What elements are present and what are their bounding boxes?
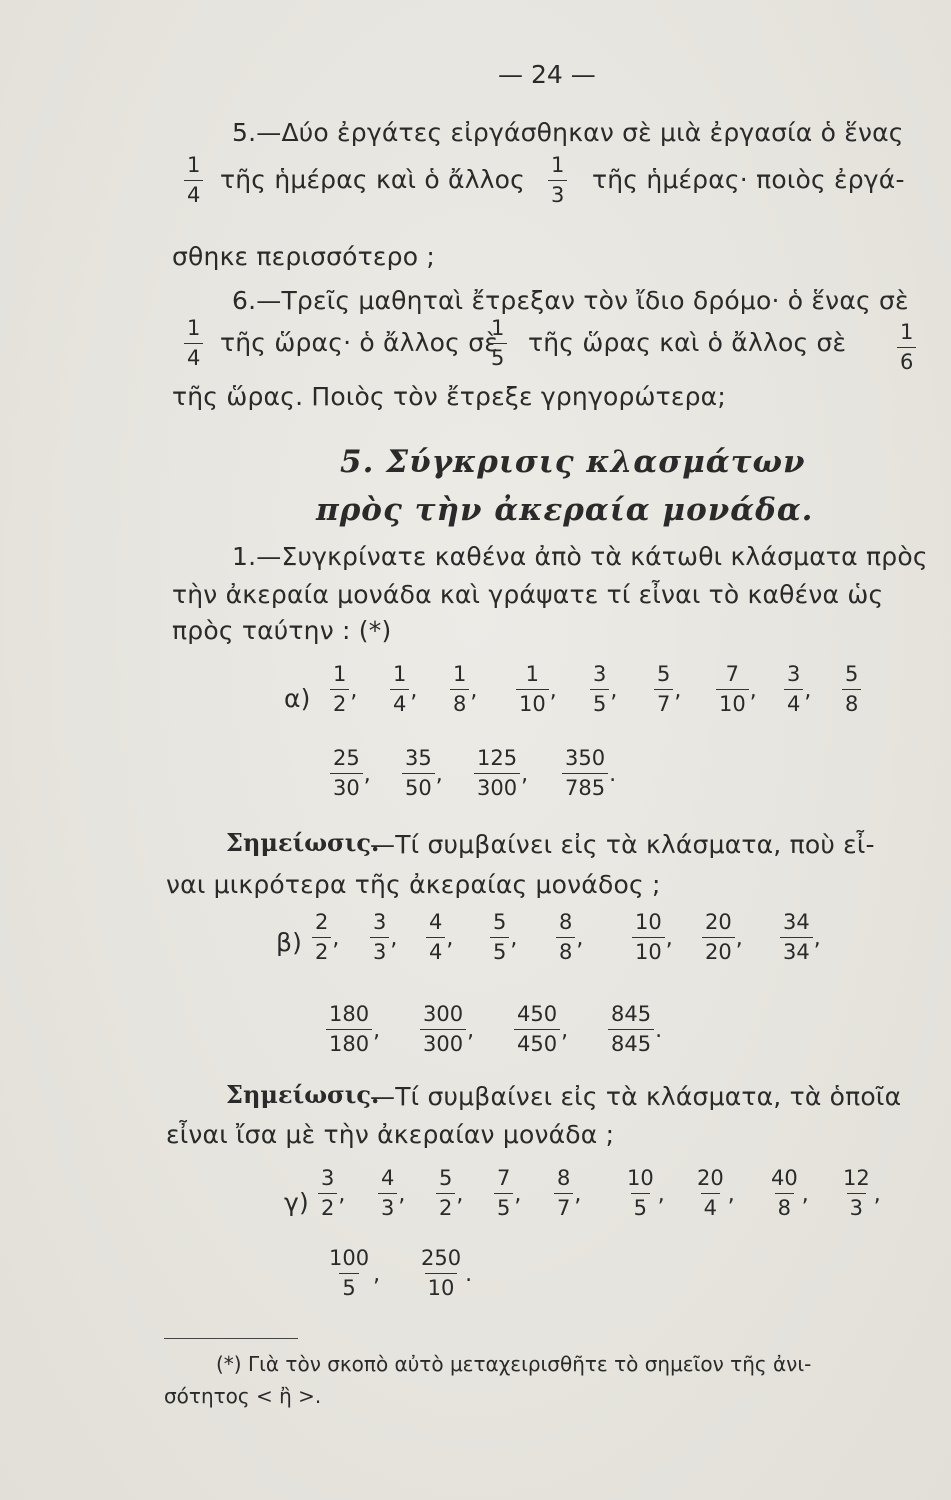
denominator: 2 xyxy=(330,689,349,715)
exercise-1-line-1: 1.—Συγκρίνατε καθένα ἀπὸ τὰ κάτωθι κλάσματα πρὸς xyxy=(232,542,928,571)
numerator: 250 xyxy=(421,1246,462,1270)
fraction xyxy=(768,1168,801,1219)
fraction-separator: , xyxy=(470,678,478,703)
fraction xyxy=(426,912,445,963)
numerator: 8 xyxy=(557,1166,571,1190)
page-number: — 24 — xyxy=(498,60,596,89)
numerator: 40 xyxy=(771,1166,798,1190)
note-1-text: —Τί συμβαίνει εἰς τὰ κλάσματα, ποὺ εἶ- xyxy=(370,830,875,859)
note-1-line-2: ναι μικρότερα τῆς ἀκεραίας μονάδος ; xyxy=(166,870,661,899)
fraction-separator: , xyxy=(801,1182,809,1207)
denominator: 4 xyxy=(184,180,203,206)
denominator: 2 xyxy=(436,1193,455,1219)
fraction-separator: . xyxy=(609,762,617,787)
footnote-rule xyxy=(164,1338,298,1339)
fraction-separator: , xyxy=(373,1262,381,1287)
numerator: 7 xyxy=(725,662,740,686)
fraction-separator: , xyxy=(873,1182,881,1207)
fraction-separator: , xyxy=(350,678,358,703)
fraction-separator: , xyxy=(510,926,518,951)
fraction-separator: , xyxy=(456,1182,464,1207)
fraction xyxy=(624,1168,657,1219)
denominator: 5 xyxy=(488,343,507,369)
numerator: 1 xyxy=(551,153,565,177)
alpha-label: α) xyxy=(284,684,311,713)
fraction-separator: . xyxy=(655,1018,663,1043)
fraction-separator: , xyxy=(576,926,584,951)
denominator: 34 xyxy=(780,937,813,963)
fraction-separator: , xyxy=(610,678,618,703)
fraction xyxy=(494,1168,513,1219)
fraction-separator: , xyxy=(373,1018,381,1043)
numerator: 8 xyxy=(559,910,573,934)
fraction-separator: , xyxy=(435,762,443,787)
fraction-separator: , xyxy=(804,678,812,703)
fraction xyxy=(184,318,203,369)
gamma-label: γ) xyxy=(284,1188,309,1217)
fraction-separator: , xyxy=(674,678,682,703)
fraction xyxy=(694,1168,727,1219)
fraction-separator: , xyxy=(521,762,529,787)
fraction xyxy=(370,912,389,963)
fraction-separator: , xyxy=(813,926,821,951)
numerator: 350 xyxy=(565,746,606,770)
note-2-label: Σημείωσις. xyxy=(226,1080,380,1109)
numerator: 1 xyxy=(333,662,347,686)
numerator: 5 xyxy=(845,662,859,686)
numerator: 1 xyxy=(900,320,914,344)
fraction-separator: , xyxy=(574,1182,582,1207)
fraction xyxy=(842,664,861,715)
problem-5-line-2b: τῆς ἡμέρας· ποιὸς ἐργά- xyxy=(592,165,905,194)
denominator: 2 xyxy=(312,937,331,963)
numerator: 3 xyxy=(373,910,387,934)
denominator: 20 xyxy=(702,937,735,963)
denominator: 7 xyxy=(554,1193,573,1219)
denominator: 4 xyxy=(390,689,409,715)
numerator: 125 xyxy=(477,746,518,770)
fraction xyxy=(418,1248,464,1299)
fraction-separator: , xyxy=(749,678,757,703)
numerator: 3 xyxy=(787,662,801,686)
denominator: 8 xyxy=(556,937,575,963)
fraction xyxy=(330,748,363,799)
denominator: 5 xyxy=(590,689,609,715)
fraction xyxy=(326,1248,372,1299)
fraction xyxy=(312,912,331,963)
denominator: 5 xyxy=(631,1193,650,1219)
fraction-separator: , xyxy=(561,1018,569,1043)
fraction xyxy=(402,748,435,799)
denominator: 7 xyxy=(654,689,673,715)
fraction-separator: , xyxy=(735,926,743,951)
exercise-1-line-2: τὴν ἀκεραία μονάδα καὶ γράψατε τί εἶναι τὸ καθένα ὡς xyxy=(172,580,884,609)
footnote-line-2: σότητος < ἢ >. xyxy=(164,1384,322,1408)
numerator: 1 xyxy=(491,316,505,340)
denominator: 10 xyxy=(425,1273,458,1299)
note-1-label: Σημείωσις. xyxy=(226,828,380,857)
problem-5-line-2a: τῆς ἡμέρας καὶ ὁ ἄλλος xyxy=(220,165,526,194)
fraction xyxy=(514,1004,560,1055)
numerator: 845 xyxy=(611,1002,652,1026)
fraction-separator: , xyxy=(390,926,398,951)
fraction xyxy=(436,1168,455,1219)
exercise-1-line-3: πρὸς ταύτην : (*) xyxy=(172,616,392,645)
fraction-separator: , xyxy=(727,1182,735,1207)
denominator: 2 xyxy=(318,1193,337,1219)
numerator: 450 xyxy=(517,1002,558,1026)
fraction xyxy=(474,748,520,799)
note-2-line-2: εἶναι ἴσα μὲ τὴν ἀκεραίαν μονάδα ; xyxy=(166,1120,615,1149)
fraction xyxy=(556,912,575,963)
denominator: 30 xyxy=(330,773,363,799)
fraction xyxy=(488,318,507,369)
denominator: 450 xyxy=(514,1029,560,1055)
fraction xyxy=(716,664,749,715)
numerator: 25 xyxy=(333,746,360,770)
fraction-separator: , xyxy=(665,926,673,951)
fraction xyxy=(897,322,916,373)
denominator: 4 xyxy=(784,689,803,715)
note-2-text: —Τί συμβαίνει εἰς τὰ κλάσματα, τὰ ὁποῖα xyxy=(370,1082,902,1111)
denominator: 4 xyxy=(184,343,203,369)
denominator: 8 xyxy=(450,689,469,715)
fraction xyxy=(590,664,609,715)
denominator: 300 xyxy=(474,773,520,799)
denominator: 180 xyxy=(326,1029,372,1055)
fraction-separator: , xyxy=(549,678,557,703)
section-title-line-2: πρὸς τὴν ἀκεραία μονάδα. xyxy=(316,492,814,528)
footnote-line-1: (*) Γιὰ τὸν σκοπὸ αὐτὸ μεταχειρισθῆτε τὸ σημεῖον τῆς ἀνι- xyxy=(216,1352,812,1376)
denominator: 300 xyxy=(420,1029,466,1055)
numerator: 180 xyxy=(329,1002,370,1026)
fraction xyxy=(490,912,509,963)
denominator: 6 xyxy=(897,347,916,373)
fraction xyxy=(554,1168,573,1219)
denominator: 3 xyxy=(548,180,567,206)
denominator: 8 xyxy=(842,689,861,715)
numerator: 20 xyxy=(705,910,732,934)
fraction xyxy=(390,664,409,715)
fraction xyxy=(608,1004,654,1055)
problem-6-line-2a: τῆς ὥρας· ὁ ἄλλος σὲ xyxy=(220,328,498,357)
denominator: 10 xyxy=(516,689,549,715)
fraction xyxy=(654,664,673,715)
fraction xyxy=(184,155,203,206)
numerator: 100 xyxy=(329,1246,370,1270)
fraction xyxy=(378,1168,397,1219)
numerator: 5 xyxy=(439,1166,453,1190)
numerator: 1 xyxy=(453,662,467,686)
numerator: 3 xyxy=(593,662,607,686)
denominator: 845 xyxy=(608,1029,654,1055)
numerator: 1 xyxy=(393,662,407,686)
denominator: 4 xyxy=(426,937,445,963)
problem-6-line-1: 6.—Τρεῖς μαθηταὶ ἔτρεξαν τὸν ἴδιο δρόμο· ὁ ἕνας σὲ xyxy=(232,286,909,315)
numerator: 5 xyxy=(493,910,507,934)
problem-5-line-3: σθηκε περισσότερο ; xyxy=(172,242,435,271)
problem-6-line-3: τῆς ὥρας. Ποιὸς τὸν ἔτρεξε γρηγορώτερα; xyxy=(172,382,726,411)
fraction xyxy=(450,664,469,715)
fraction xyxy=(548,155,567,206)
numerator: 1 xyxy=(187,316,201,340)
numerator: 7 xyxy=(497,1166,511,1190)
fraction-separator: . xyxy=(465,1262,473,1287)
numerator: 3 xyxy=(321,1166,335,1190)
numerator: 5 xyxy=(657,662,671,686)
fraction-separator: , xyxy=(332,926,340,951)
denominator: 5 xyxy=(490,937,509,963)
problem-6-line-2b: τῆς ὥρας καὶ ὁ ἄλλος σὲ xyxy=(528,328,847,357)
numerator: 20 xyxy=(697,1166,724,1190)
fraction-separator: , xyxy=(363,762,371,787)
denominator: 5 xyxy=(339,1273,358,1299)
denominator: 3 xyxy=(847,1193,866,1219)
numerator: 300 xyxy=(423,1002,464,1026)
fraction xyxy=(330,664,349,715)
fraction-separator: , xyxy=(410,678,418,703)
fraction-separator: , xyxy=(467,1018,475,1043)
fraction-separator: , xyxy=(398,1182,406,1207)
numerator: 10 xyxy=(635,910,662,934)
numerator: 12 xyxy=(843,1166,870,1190)
fraction xyxy=(318,1168,337,1219)
numerator: 4 xyxy=(381,1166,395,1190)
denominator: 5 xyxy=(494,1193,513,1219)
fraction xyxy=(326,1004,372,1055)
numerator: 1 xyxy=(187,153,201,177)
numerator: 1 xyxy=(525,662,540,686)
denominator: 50 xyxy=(402,773,435,799)
fraction xyxy=(632,912,665,963)
beta-label: β) xyxy=(276,928,303,957)
fraction xyxy=(420,1004,466,1055)
fraction xyxy=(780,912,813,963)
numerator: 4 xyxy=(429,910,443,934)
denominator: 4 xyxy=(701,1193,720,1219)
fraction xyxy=(562,748,608,799)
fraction-separator: , xyxy=(514,1182,522,1207)
fraction xyxy=(516,664,549,715)
numerator: 35 xyxy=(405,746,432,770)
fraction xyxy=(784,664,803,715)
denominator: 3 xyxy=(370,937,389,963)
numerator: 2 xyxy=(315,910,329,934)
denominator: 785 xyxy=(562,773,608,799)
problem-5-line-1: 5.—Δύο ἐργάτες εἰργάσθηκαν σὲ μιὰ ἐργασία ὁ ἕνας xyxy=(232,118,904,147)
fraction xyxy=(702,912,735,963)
fraction-separator: , xyxy=(338,1182,346,1207)
fraction xyxy=(840,1168,873,1219)
numerator: 10 xyxy=(627,1166,654,1190)
fraction-separator: , xyxy=(446,926,454,951)
denominator: 8 xyxy=(775,1193,794,1219)
fraction-separator: , xyxy=(657,1182,665,1207)
denominator: 10 xyxy=(632,937,665,963)
denominator: 10 xyxy=(716,689,749,715)
numerator: 34 xyxy=(783,910,810,934)
section-title-line-1: 5. Σύγκρισις κλασμάτων xyxy=(340,444,806,480)
denominator: 3 xyxy=(378,1193,397,1219)
